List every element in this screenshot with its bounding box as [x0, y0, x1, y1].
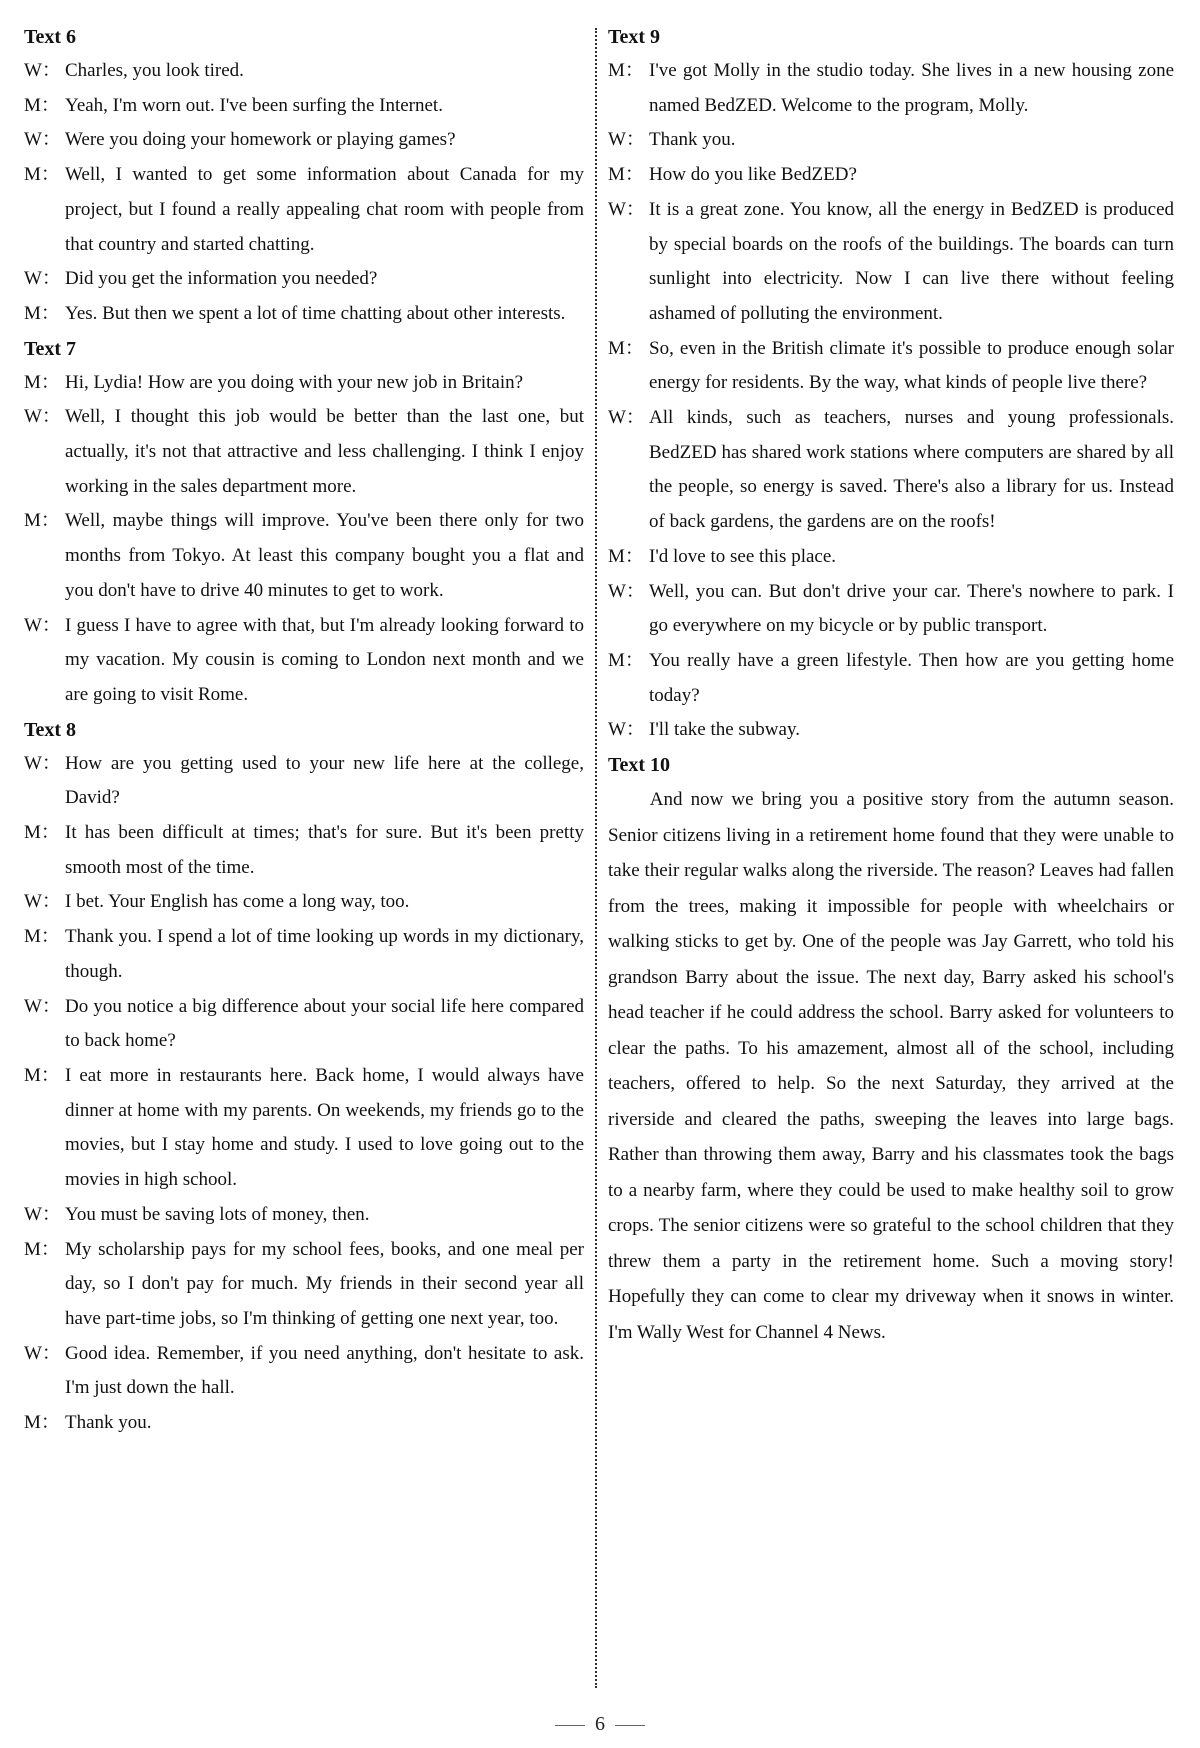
dialogue-turn — [608, 54, 1174, 123]
dialogue-turn — [608, 401, 1174, 540]
dialogue-turn — [24, 262, 584, 297]
page-number: 6 — [595, 1713, 605, 1735]
turn-text: I eat more in restaurants here. Back home, I would always have dinner at home with my parents. On weekends, my friends go to the movies, but I stay home and study. I used to love going out to the movies in high school. — [65, 1064, 584, 1191]
turn-text: It is a great zone. You know, all the energy in BedZED is produced by special boards on the roofs of the buildings. The boards can turn sunlight into electricity. Now I can live there without feeling ashamed of polluting the environment. — [649, 198, 1174, 324]
dialogue-turn — [24, 366, 584, 401]
section-heading: Text 7 — [24, 337, 77, 360]
section-heading: Text 9 — [608, 26, 661, 48]
turn-text: My scholarship pays for my school fees, books, and one meal per day, so I don't pay for much. My friends in their second year all have part-time jobs, so I'm thinking of getting one next year, too. — [65, 1238, 584, 1329]
speaker-label: M： — [24, 926, 60, 948]
dialogue-turn — [24, 1059, 584, 1198]
dialogue-turn — [608, 193, 1174, 332]
section-text-10 — [608, 748, 1174, 1350]
turn-text: All kinds, such as teachers, nurses and young professionals. BedZED has shared work stations where computers are shared by all the people, so energy is saved. There's also a library for us. Instead of back gardens, the gardens are on the roofs! — [649, 407, 1174, 533]
speaker-label: M： — [24, 164, 60, 186]
speaker-label: W： — [24, 614, 61, 636]
speaker-label: W： — [608, 129, 645, 151]
dialogue-turn — [24, 54, 584, 89]
dialogue-turn — [24, 920, 584, 989]
speaker-label: M： — [608, 649, 644, 671]
dialogue-turn — [608, 158, 1174, 193]
turn-text: Well, you can. But don't drive your car. There's nowhere to park. I go everywhere on my bicycle or by public transport. — [649, 580, 1174, 637]
turn-text: I guess I have to agree with that, but I'm already looking forward to my vacation. My cousin is coming to London next month and we are going to visit Rome. — [65, 614, 584, 705]
column-divider — [595, 28, 597, 1688]
page-footer — [0, 1710, 1200, 1738]
speaker-label: W： — [608, 580, 645, 602]
dialogue-turn — [608, 575, 1174, 644]
left-column — [24, 20, 584, 1441]
turn-text: You must be saving lots of money, then. — [65, 1203, 370, 1225]
turn-text: How do you like BedZED? — [649, 164, 857, 186]
turn-text: Thank you. — [65, 1412, 152, 1434]
turn-text: Do you notice a big difference about your social life here compared to back home? — [65, 995, 584, 1052]
dialogue-turn — [608, 644, 1174, 713]
dialogue-turn — [24, 297, 584, 332]
turn-text: Thank you. — [649, 129, 736, 151]
section-text-9 — [608, 20, 1174, 748]
dialogue-turn — [24, 158, 584, 262]
speaker-label: W： — [24, 268, 61, 290]
dialogue-turn — [24, 609, 584, 713]
dialogue-turn — [24, 400, 584, 504]
turn-text: I'd love to see this place. — [649, 545, 837, 567]
turn-text: Charles, you look tired. — [65, 60, 244, 81]
turn-text: It has been difficult at times; that's for sure. But it's been pretty smooth most of the time. — [65, 822, 584, 878]
speaker-label: W： — [24, 752, 61, 774]
section-text-8 — [24, 713, 584, 1441]
dialogue-turn — [24, 816, 584, 885]
dialogue-turn — [24, 1198, 584, 1233]
speaker-label: M： — [24, 371, 60, 393]
dialogue-turn — [608, 332, 1174, 401]
speaker-label: M： — [24, 94, 60, 116]
turn-text: Yes. But then we spent a lot of time chatting about other interests. — [65, 302, 566, 324]
turn-text: Hi, Lydia! How are you doing with your new job in Britain? — [65, 371, 524, 393]
dialogue-turn — [608, 713, 1174, 748]
footer-rule-left — [555, 1725, 585, 1726]
speaker-label: M： — [24, 822, 60, 844]
monologue-paragraph: And now we bring you a positive story from the autumn season. Senior citizens living in a retirement home found that they were unable to take their regular walks along the riverside. The reason? Leaves had fallen from the trees, making it impossible for people with wheelchairs or walking sticks to get by. One of the people was Jay Garrett, who told his grandson Barry about the issue. The next day, Barry asked his school's head teacher if he could address the school. Barry asked for volunteers to clear the paths. To his amazement, almost all of the school, including teachers, offered to help. So the next Saturday, they arrived at the riverside and cleared the paths, sweeping the leaves into large bags. Rather than throwing them away, Barry and his classmates took the bags to a nearby farm, where they could be used to make healthy soil to grow crops. The senior citizens were so grateful to the school children that they threw them a party in the retirement home. Such a moving story! Hopefully they can come to clear my driveway when it snows in winter. I'm Wally West for Channel 4 News. — [608, 789, 1174, 1343]
footer-rule-right — [615, 1725, 645, 1726]
turn-text: Well, I thought this job would be better than the last one, but actually, it's not that attractive and less challenging. I think I enjoy working in the sales department more. — [65, 406, 584, 497]
turn-text: Were you doing your homework or playing games? — [65, 129, 456, 151]
turn-text: How are you getting used to your new life here at the college, David? — [65, 752, 584, 809]
turn-text: Did you get the information you needed? — [65, 268, 378, 290]
dialogue-turn — [24, 990, 584, 1059]
turn-text: You really have a green lifestyle. Then how are you getting home today? — [649, 649, 1174, 706]
turn-text: So, even in the British climate it's possible to produce enough solar energy for residents. By the way, what kinds of people live there? — [649, 337, 1174, 394]
dialogue-turn — [608, 540, 1174, 575]
dialogue-turn — [24, 123, 584, 158]
turn-text: I'll take the subway. — [649, 719, 800, 741]
turn-text: I've got Molly in the studio today. She lives in a new housing zone named BedZED. Welcome to the program, Molly. — [649, 60, 1174, 116]
speaker-label: W： — [24, 891, 61, 913]
speaker-label: W： — [24, 60, 61, 81]
speaker-label: M： — [24, 510, 60, 532]
section-text-6 — [24, 20, 584, 332]
turn-text: Thank you. I spend a lot of time looking up words in my dictionary, though. — [65, 926, 584, 982]
speaker-label: M： — [24, 1238, 60, 1260]
dialogue-turn — [24, 504, 584, 608]
speaker-label: W： — [24, 995, 61, 1017]
dialogue-turn — [24, 885, 584, 920]
dialogue-turn — [24, 1337, 584, 1406]
speaker-label: M： — [608, 60, 644, 81]
speaker-label: W： — [24, 406, 61, 428]
speaker-label: M： — [24, 302, 60, 324]
section-heading: Text 10 — [608, 754, 671, 777]
speaker-label: M： — [24, 1064, 60, 1086]
section-text-7 — [24, 332, 584, 713]
speaker-label: W： — [24, 129, 61, 151]
turn-text: Yeah, I'm worn out. I've been surfing the Internet. — [65, 94, 443, 116]
speaker-label: W： — [608, 198, 645, 220]
turn-text: Well, I wanted to get some information about Canada for my project, but I found a really appealing chat room with people from that country and started chatting. — [65, 164, 584, 255]
section-heading: Text 8 — [24, 718, 77, 741]
speaker-label: M： — [608, 337, 644, 359]
dialogue-turn — [24, 1406, 584, 1441]
turn-text: I bet. Your English has come a long way, too. — [65, 891, 410, 913]
turn-text: Well, maybe things will improve. You've been there only for two months from Tokyo. At least this company bought you a flat and you don't have to drive 40 minutes to get to work. — [65, 510, 584, 601]
speaker-label: M： — [24, 1412, 60, 1434]
speaker-label: W： — [608, 719, 645, 741]
speaker-label: M： — [608, 164, 644, 186]
dialogue-turn — [24, 747, 584, 816]
dialogue-turn — [24, 89, 584, 124]
dialogue-turn — [24, 1233, 584, 1337]
turn-text: Good idea. Remember, if you need anything, don't hesitate to ask. I'm just down the hall. — [65, 1342, 584, 1399]
right-column — [608, 20, 1174, 1350]
section-heading: Text 6 — [24, 26, 77, 48]
speaker-label: W： — [608, 407, 645, 429]
speaker-label: M： — [608, 545, 644, 567]
dialogue-turn — [608, 123, 1174, 158]
speaker-label: W： — [24, 1203, 61, 1225]
speaker-label: W： — [24, 1342, 61, 1364]
